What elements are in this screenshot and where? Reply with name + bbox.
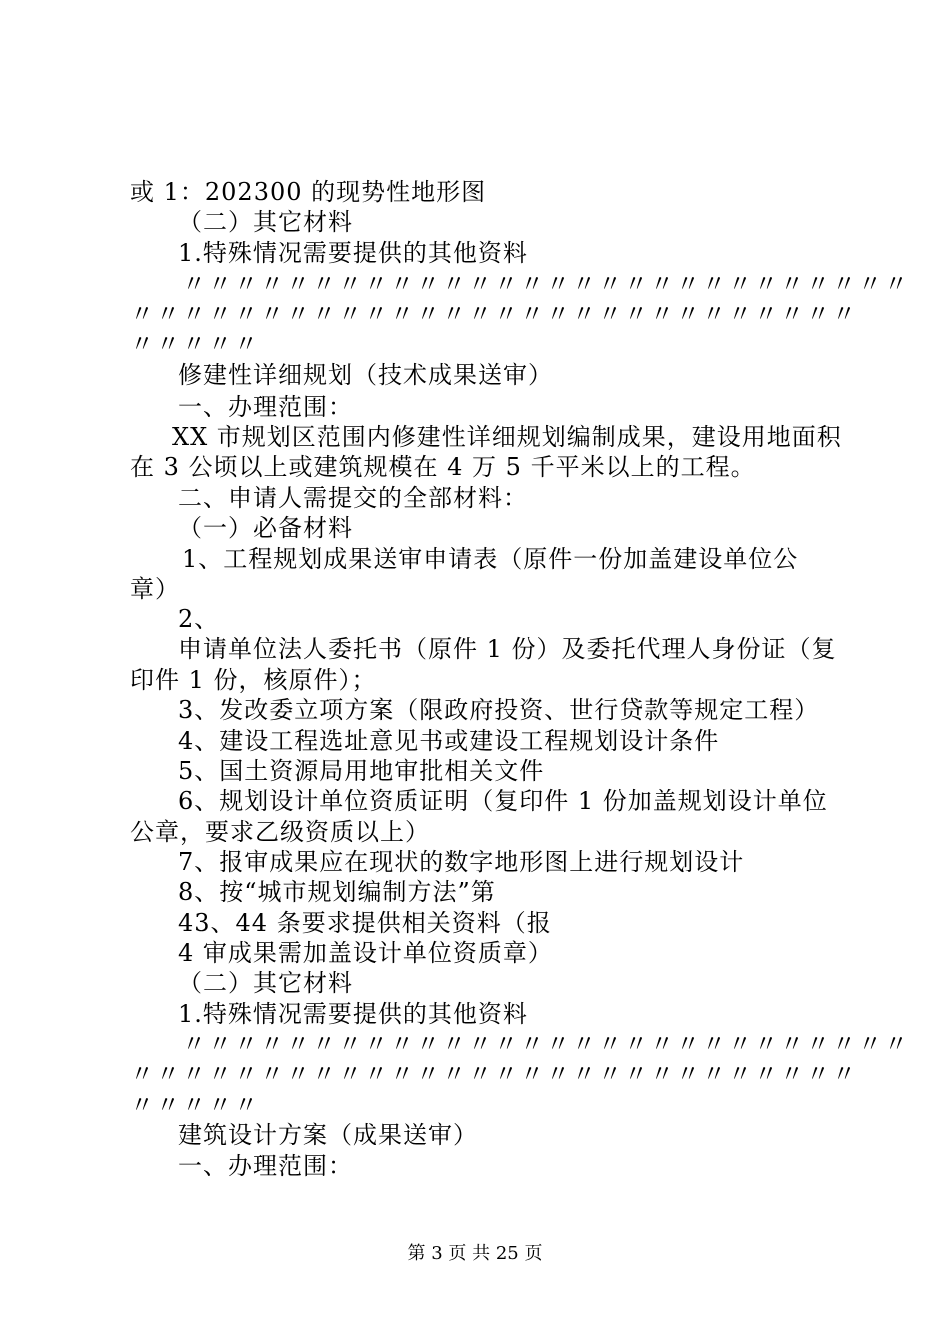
list-item: 2、	[178, 605, 220, 633]
text-line: XX 市规划区范围内修建性详细规划编制成果，建设用地面积	[172, 423, 842, 451]
list-item: 8、按“城市规划编制方法”第	[178, 878, 496, 906]
text-line: 43、44 条要求提供相关资料（报	[178, 909, 552, 937]
ditto-marks-line: 〃〃〃〃〃〃〃〃〃〃〃〃〃〃〃〃〃〃〃〃〃〃〃〃〃〃〃〃	[182, 1030, 910, 1058]
ditto-marks-line: 〃〃〃〃〃	[130, 1091, 260, 1119]
list-item: 7、报审成果应在现状的数字地形图上进行规划设计	[178, 848, 745, 876]
list-item: 3、发改委立项方案（限政府投资、世行贷款等规定工程）	[178, 696, 820, 724]
text-line: 4 审成果需加盖设计单位资质章）	[178, 939, 553, 967]
ditto-marks-line: 〃〃〃〃〃	[130, 330, 260, 358]
section-heading: （二）其它材料	[178, 969, 353, 997]
list-item: 5、国土资源局用地审批相关文件	[178, 757, 545, 785]
section-heading: 一、办理范围：	[178, 1152, 353, 1180]
text-line: 公章，要求乙级资质以上）	[130, 818, 430, 846]
section-heading: （一）必备材料	[178, 514, 353, 542]
page-number-footer: 第 3 页 共 25 页	[407, 1243, 543, 1264]
section-title: 修建性详细规划（技术成果送审）	[178, 361, 553, 389]
ditto-marks-line: 〃〃〃〃〃〃〃〃〃〃〃〃〃〃〃〃〃〃〃〃〃〃〃〃〃〃〃〃	[130, 1060, 858, 1088]
text-line: 印件 1 份，核原件）；	[130, 666, 377, 694]
text-line: 1.特殊情况需要提供的其他资料	[178, 1000, 528, 1028]
ditto-marks-line: 〃〃〃〃〃〃〃〃〃〃〃〃〃〃〃〃〃〃〃〃〃〃〃〃〃〃〃〃	[182, 270, 910, 298]
list-item: 1、工程规划成果送审申请表（原件一份加盖建设单位公	[182, 545, 799, 573]
section-title: 建筑设计方案（成果送审）	[178, 1121, 478, 1149]
text-line: 在 3 公顷以上或建筑规模在 4 万 5 千平米以上的工程。	[130, 453, 756, 481]
text-line: 或 1：202300 的现势性地形图	[130, 178, 487, 206]
text-line: 章）	[130, 575, 180, 603]
list-item: 4、建设工程选址意见书或建设工程规划设计条件	[178, 727, 720, 755]
ditto-marks-line: 〃〃〃〃〃〃〃〃〃〃〃〃〃〃〃〃〃〃〃〃〃〃〃〃〃〃〃〃	[130, 300, 858, 328]
section-heading: 二、申请人需提交的全部材料：	[178, 484, 528, 512]
text-line: 申请单位法人委托书（原件 1 份）及委托代理人身份证（复	[178, 635, 837, 663]
text-line: 1.特殊情况需要提供的其他资料	[178, 239, 528, 267]
section-heading: 一、办理范围：	[178, 393, 353, 421]
list-item: 6、规划设计单位资质证明（复印件 1 份加盖规划设计单位	[178, 787, 828, 815]
section-heading: （二）其它材料	[178, 208, 353, 236]
